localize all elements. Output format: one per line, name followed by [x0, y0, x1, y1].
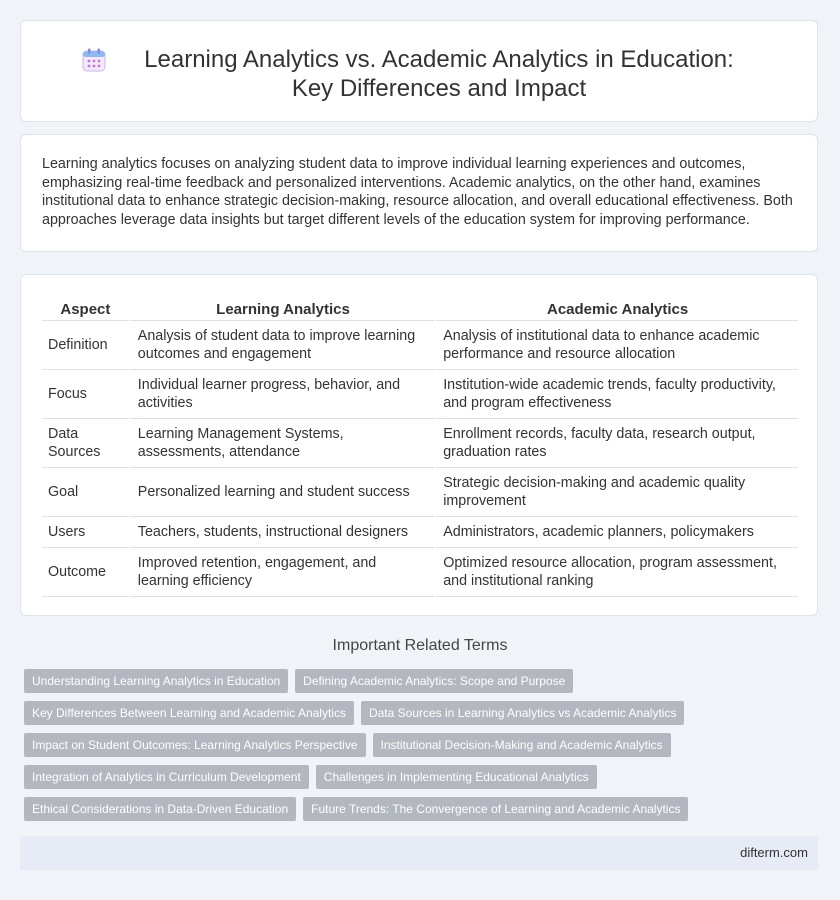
- row-learning-analytics: Personalized learning and student success: [129, 468, 434, 517]
- table-row: [42, 321, 798, 370]
- table-row: [42, 468, 798, 517]
- column-header-academic-analytics: Academic Analytics: [434, 295, 798, 321]
- row-learning-analytics: Learning Management Systems, assessments, attendance: [129, 419, 434, 468]
- row-academic-analytics: Enrollment records, faculty data, research output, graduation rates: [434, 419, 798, 468]
- comparison-table: [42, 295, 798, 597]
- table-row: [42, 517, 798, 548]
- intro-paragraph: Learning analytics focuses on analyzing student data to improve individual learning experiences and outcomes, emphasizing real-time feedback and personalized interventions. Academic analytics, on the other hand, examines institutional data to enhance strategic decision-making, resource allocation, and overall educational effectiveness. Both approaches leverage data insights but target different levels of the education system for improving performance.: [42, 156, 793, 228]
- related-terms-list: [24, 669, 824, 829]
- related-term-tag[interactable]: Institutional Decision-Making and Academic Analytics: [373, 733, 671, 757]
- related-term-tag[interactable]: Ethical Considerations in Data-Driven Education: [24, 797, 296, 821]
- row-learning-analytics: Individual learner progress, behavior, and activities: [129, 370, 434, 419]
- row-academic-analytics: Administrators, academic planners, policymakers: [434, 517, 798, 548]
- related-term-tag[interactable]: Future Trends: The Convergence of Learning and Academic Analytics: [303, 797, 688, 821]
- row-aspect: Outcome: [42, 548, 129, 597]
- related-term-tag[interactable]: Understanding Learning Analytics in Education: [24, 669, 288, 693]
- footer-site-link[interactable]: difterm.com: [740, 845, 808, 860]
- page-title: Learning Analytics vs. Academic Analytics in Education: Key Differences and Impact: [144, 46, 734, 102]
- comparison-table-card: [20, 274, 818, 616]
- row-aspect: Data Sources: [42, 419, 129, 468]
- column-header-learning-analytics: Learning Analytics: [129, 295, 434, 321]
- footer: [20, 836, 818, 870]
- row-learning-analytics: Improved retention, engagement, and learning efficiency: [129, 548, 434, 597]
- row-aspect: Goal: [42, 468, 129, 517]
- row-academic-analytics: Strategic decision-making and academic quality improvement: [434, 468, 798, 517]
- title-card: [20, 20, 818, 122]
- table-row: [42, 419, 798, 468]
- related-term-tag[interactable]: Defining Academic Analytics: Scope and Purpose: [295, 669, 573, 693]
- related-term-tag[interactable]: Data Sources in Learning Analytics vs Academic Analytics: [361, 701, 685, 725]
- related-term-tag[interactable]: Integration of Analytics in Curriculum Development: [24, 765, 309, 789]
- table-header-row: [42, 295, 798, 321]
- related-terms-heading: Important Related Terms: [332, 637, 508, 654]
- row-aspect: Definition: [42, 321, 129, 370]
- intro-card: [20, 134, 818, 252]
- row-aspect: Focus: [42, 370, 129, 419]
- row-academic-analytics: Institution-wide academic trends, faculty productivity, and program effectiveness: [434, 370, 798, 419]
- related-term-tag[interactable]: Impact on Student Outcomes: Learning Analytics Perspective: [24, 733, 366, 757]
- row-academic-analytics: Analysis of institutional data to enhance academic performance and resource allocation: [434, 321, 798, 370]
- related-term-tag[interactable]: Challenges in Implementing Educational Analytics: [316, 765, 597, 789]
- related-term-tag[interactable]: Key Differences Between Learning and Academic Analytics: [24, 701, 354, 725]
- row-learning-analytics: Teachers, students, instructional designers: [129, 517, 434, 548]
- row-aspect: Users: [42, 517, 129, 548]
- column-header-aspect: Aspect: [42, 295, 129, 321]
- row-learning-analytics: Analysis of student data to improve learning outcomes and engagement: [129, 321, 434, 370]
- table-row: [42, 370, 798, 419]
- row-academic-analytics: Optimized resource allocation, program assessment, and institutional ranking: [434, 548, 798, 597]
- table-row: [42, 548, 798, 597]
- calendar-icon: [81, 47, 107, 73]
